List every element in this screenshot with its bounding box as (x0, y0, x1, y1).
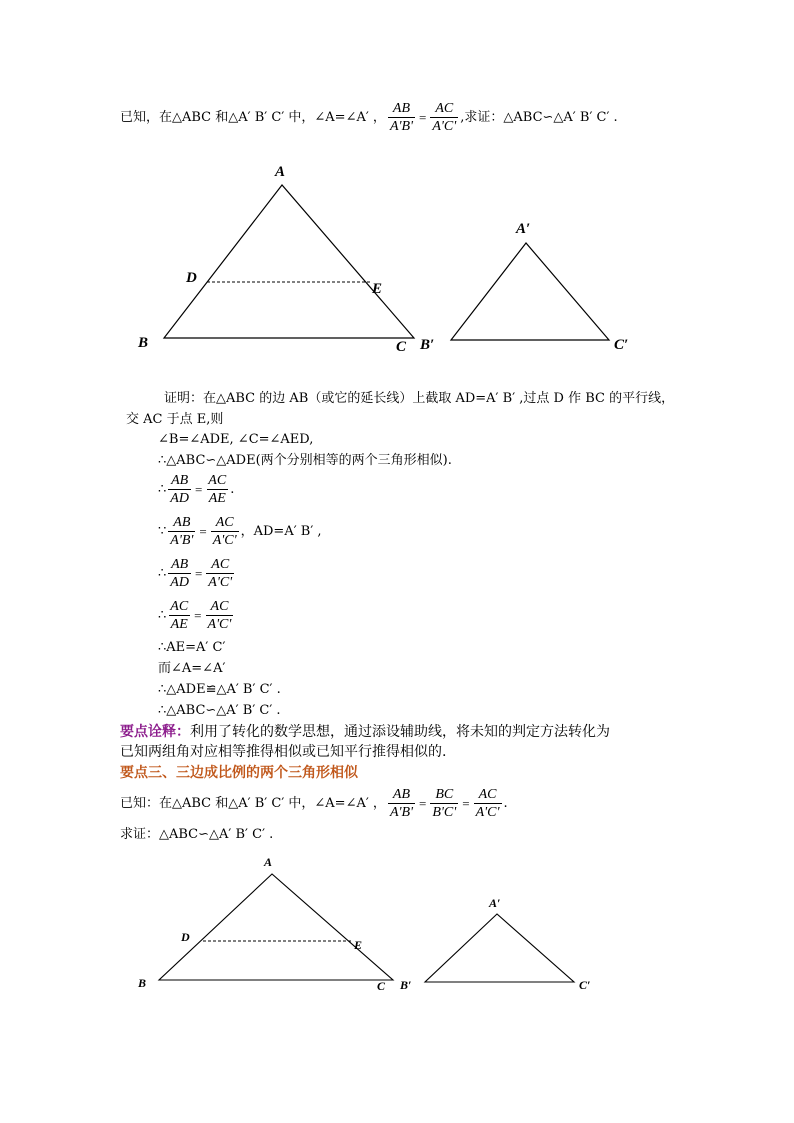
vertex-label-d: D (181, 930, 190, 944)
fraction-denominator: A'C' (432, 119, 457, 134)
proof-step-6: ∵ $\frac{AB}{A'B'}$ = $\frac{AC}{A'C'}$ ，AD=A′ B′ , (158, 515, 322, 548)
proof-line-11: ∴△ADE≌△A′ B′ C′ . (158, 682, 281, 697)
vertex-label-b-prime: B′ (400, 978, 412, 992)
vertex-label-b-prime: B′ (420, 337, 435, 353)
proof-line-3: ∠B=∠ADE, ∠C=∠AED, (158, 432, 314, 447)
proof-line-9: ∴AE=A′ C′ (158, 640, 226, 655)
vertex-label-a: A (275, 164, 286, 180)
small-triangle (419, 221, 628, 353)
proof-line-12: ∴△ABC∽△A′ B′ C′ . (158, 703, 281, 718)
because-symbol: ∵ (158, 523, 167, 539)
fraction-right: $\frac{AC}{AE}$ (208, 473, 227, 506)
fraction-left: $\frac{AB}{AD}$ (170, 473, 189, 506)
given-1-suffix: ,求证：△ABC∽△A′ B′ C′ . (460, 109, 618, 125)
fraction-numerator: AB (392, 101, 411, 116)
fraction-right: $\frac{AC}{A'C'}$ (212, 515, 237, 548)
vertex-label-b: B (138, 976, 147, 990)
fraction-ac: $\frac{AC}{A'C'}$ (475, 787, 500, 820)
key-point-note-line-1: 要点诠释： 利用了转化的数学思想，通过添设辅助线，将未知的判定方法转化为 (120, 724, 610, 740)
proof-line-10: 而∠A=∠A′ (158, 661, 226, 676)
key-point-label: 要点诠释： (120, 724, 190, 740)
fraction-denominator: A'B' (389, 119, 414, 134)
section-3-heading: 要点三、三边成比例的两个三角形相似 (120, 765, 358, 781)
big-triangle-2 (137, 855, 393, 993)
big-triangle (137, 164, 414, 355)
fraction-bc: $\frac{BC}{B'C'}$ (432, 787, 457, 820)
given-2-line: 已知：在△ABC 和△A′ B′ C′ 中，∠A=∠A′ ， $\frac{AB}{A'B'}$ = $\frac{BC}{B'C'}$ = $\frac{AC}{A'C'}$ . (120, 787, 508, 820)
vertex-label-a: A (264, 855, 273, 869)
vertex-label-a-prime: A′ (489, 896, 501, 910)
key-point-note-line-2: 已知两组角对应相等推得相似或已知平行推得相似的. (120, 744, 447, 760)
fraction-left: $\frac{AB}{AD}$ (170, 557, 189, 590)
small-triangle-2 (399, 896, 590, 992)
proof-step-7: ∴ $\frac{AB}{AD}$ = $\frac{AC}{A'C'}$ (158, 557, 233, 590)
therefore-symbol: ∴ (158, 565, 167, 581)
fraction-ab-over-a1b1 (388, 100, 415, 135)
proof-step-8: ∴ $\frac{AC}{AE}$ = $\frac{AC}{A'C'}$ (158, 599, 232, 632)
fraction-ab: $\frac{AB}{A'B'}$ (389, 787, 414, 820)
proof-step-5: ∴ $\frac{AB}{AD}$ = $\frac{AC}{AE}$ . (158, 473, 235, 506)
figure-1-triangles (0, 150, 794, 365)
fraction-ac-over-a1c1 (430, 100, 458, 135)
therefore-symbol: ∴ (158, 481, 167, 497)
fraction-left: $\frac{AC}{AE}$ (170, 599, 189, 632)
vertex-label-d: D (186, 270, 197, 286)
fraction-right: $\frac{AC}{A'C'}$ (208, 557, 233, 590)
vertex-label-a-prime: A′ (516, 221, 531, 237)
prove-statement-2: 求证：△ABC∽△A′ B′ C′ . (120, 827, 274, 842)
figure-2-triangles (0, 850, 794, 1000)
given-1-prefix: 已知，在△ABC 和△A′ B′ C′ 中，∠A=∠A′ ， (120, 109, 386, 125)
proof-line-1: 证明：在△ABC 的边 AB（或它的延长线）上截取 AD=A′ B′ ,过点 D 作 BC 的平行线， (164, 391, 675, 406)
given-1-line (120, 100, 618, 135)
proof-line-2: 交 AC 于点 E,则 (126, 412, 224, 427)
vertex-label-c: C (396, 339, 407, 355)
fraction-right: $\frac{AC}{A'C'}$ (207, 599, 232, 632)
therefore-symbol: ∴ (158, 607, 167, 623)
vertex-label-e: E (354, 938, 363, 952)
vertex-label-c-prime: C′ (614, 337, 629, 353)
vertex-label-b: B (138, 335, 149, 351)
vertex-label-c-prime: C′ (579, 978, 591, 992)
vertex-label-e: E (372, 281, 383, 297)
equals-sign: = (419, 109, 427, 125)
proof-line-4: ∴△ABC∽△ADE(两个分别相等的两个三角形相似). (158, 453, 452, 468)
vertex-label-c: C (377, 979, 386, 993)
fraction-numerator: AC (435, 101, 454, 116)
fraction-left: $\frac{AB}{A'B'}$ (170, 515, 194, 548)
